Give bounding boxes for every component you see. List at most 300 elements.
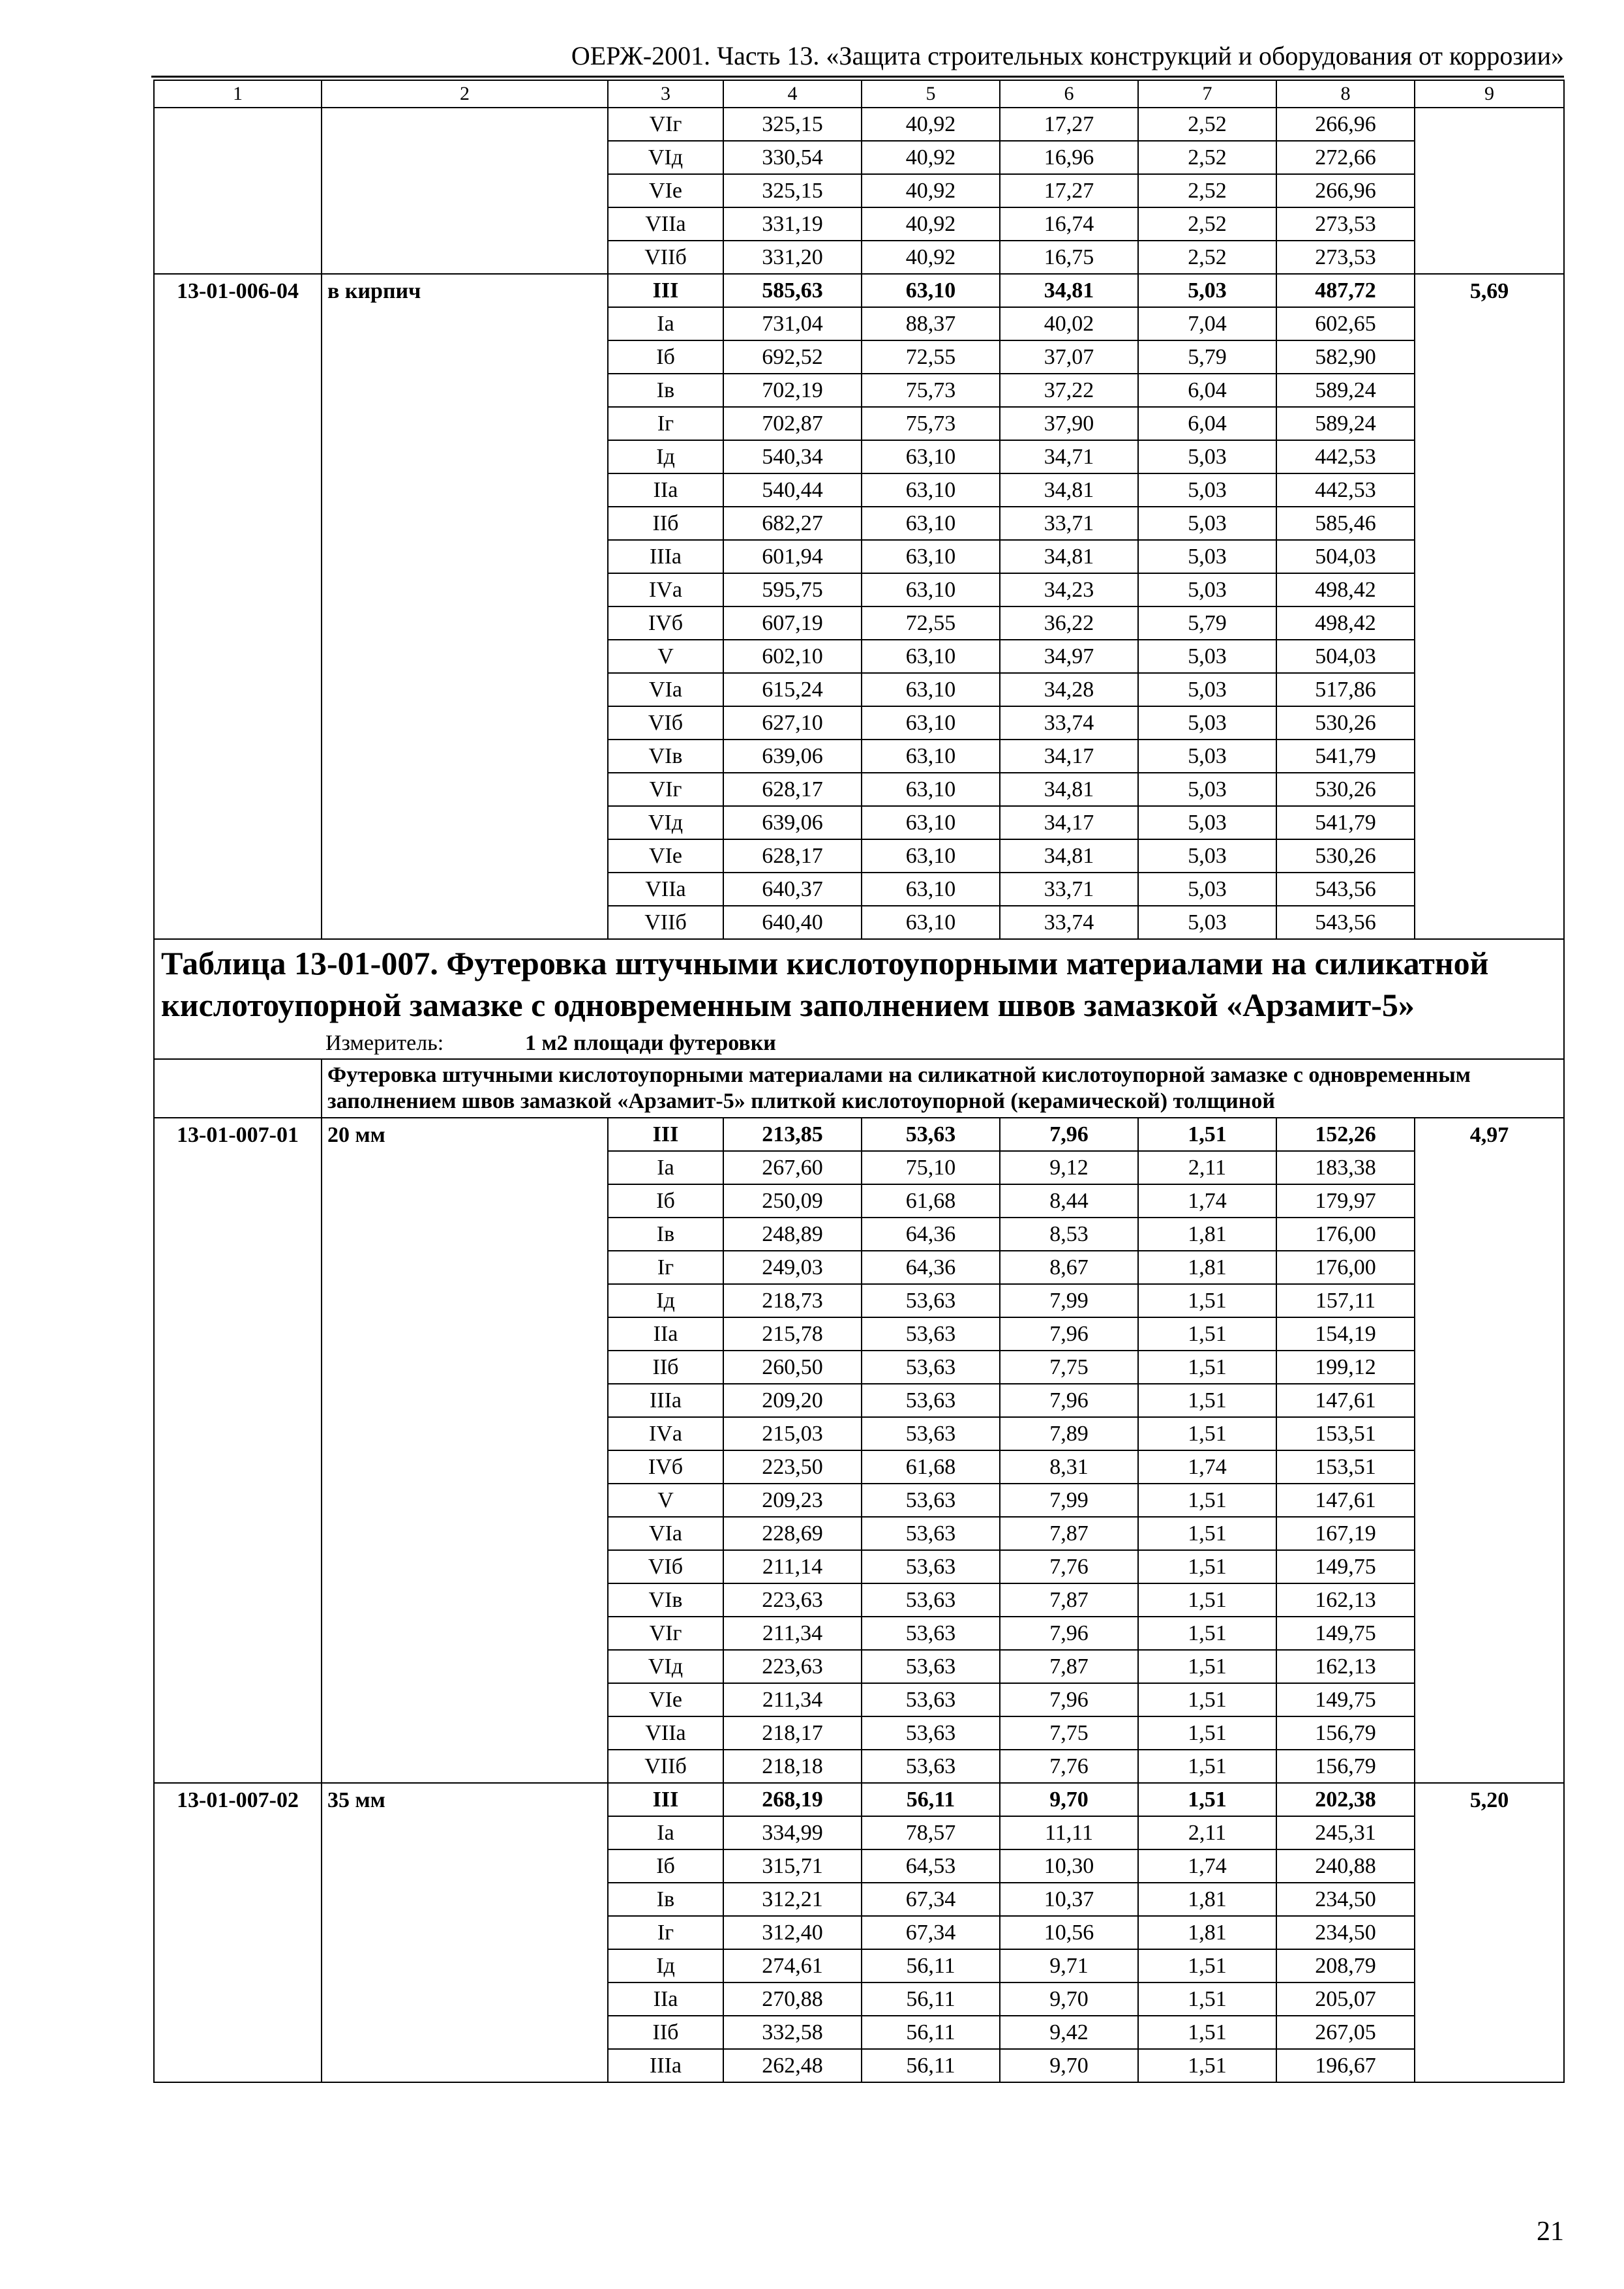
work-description: Футеровка штучными кислотоупорными материалами на силикатной кислотоупорной замазке с одновременным заполнением швов замазкой «Арзамит-5» плиткой кислотоупорной (керамической) толщиной <box>322 1059 1564 1118</box>
machines-cell: 34,23 <box>1000 573 1138 606</box>
zone-cell: VIв <box>608 1583 723 1617</box>
total-cost-cell: 218,17 <box>723 1716 862 1750</box>
zone-cell: VIг <box>608 773 723 806</box>
materials-cell: 208,79 <box>1276 1949 1415 1982</box>
machines-cell: 33,74 <box>1000 706 1138 740</box>
zone-cell: Iб <box>608 1849 723 1883</box>
wages-cell: 53,63 <box>862 1484 1000 1517</box>
machines-cell: 7,89 <box>1000 1417 1138 1450</box>
machines-cell: 16,75 <box>1000 241 1138 274</box>
machines-cell: 33,71 <box>1000 507 1138 540</box>
machinist-wages-cell: 5,03 <box>1138 706 1276 740</box>
machinist-wages-cell: 1,51 <box>1138 1517 1276 1550</box>
machinist-wages-cell: 7,04 <box>1138 307 1276 340</box>
machines-cell: 9,70 <box>1000 1982 1138 2016</box>
rate-name: в кирпич <box>322 274 608 939</box>
materials-cell: 498,42 <box>1276 573 1415 606</box>
machines-cell: 7,75 <box>1000 1716 1138 1750</box>
machines-cell: 16,96 <box>1000 141 1138 174</box>
machines-cell: 11,11 <box>1000 1816 1138 1849</box>
labor-coef: 5,69 <box>1415 274 1564 939</box>
total-cost-cell: 692,52 <box>723 340 862 374</box>
machines-cell: 34,81 <box>1000 473 1138 507</box>
materials-cell: 154,19 <box>1276 1317 1415 1351</box>
zone-cell: IIб <box>608 2016 723 2049</box>
materials-cell: 147,61 <box>1276 1384 1415 1417</box>
materials-cell: 153,51 <box>1276 1417 1415 1450</box>
zone-cell: VIд <box>608 141 723 174</box>
column-number: 1 <box>154 80 322 108</box>
machinist-wages-cell: 2,52 <box>1138 141 1276 174</box>
machines-cell: 8,31 <box>1000 1450 1138 1484</box>
wages-cell: 63,10 <box>862 573 1000 606</box>
machinist-wages-cell: 5,03 <box>1138 640 1276 673</box>
machinist-wages-cell: 1,51 <box>1138 1284 1276 1317</box>
machines-cell: 7,99 <box>1000 1284 1138 1317</box>
measure-cell <box>154 1028 1564 1059</box>
materials-cell: 176,00 <box>1276 1251 1415 1284</box>
zone-cell: Iв <box>608 374 723 407</box>
wages-cell: 75,10 <box>862 1151 1000 1184</box>
machines-cell: 37,22 <box>1000 374 1138 407</box>
machines-cell: 17,27 <box>1000 174 1138 207</box>
total-cost-cell: 331,20 <box>723 241 862 274</box>
machinist-wages-cell: 1,81 <box>1138 1251 1276 1284</box>
materials-cell: 199,12 <box>1276 1351 1415 1384</box>
total-cost-cell: 211,34 <box>723 1683 862 1716</box>
machinist-wages-cell: 1,51 <box>1138 1617 1276 1650</box>
machinist-wages-cell: 1,81 <box>1138 1218 1276 1251</box>
machinist-wages-cell: 1,81 <box>1138 1883 1276 1916</box>
rate-name: 20 мм <box>322 1118 608 1783</box>
total-cost-cell: 211,14 <box>723 1550 862 1583</box>
machinist-wages-cell: 1,74 <box>1138 1184 1276 1218</box>
zone-cell: VIе <box>608 174 723 207</box>
wages-cell: 53,63 <box>862 1617 1000 1650</box>
machines-cell: 10,56 <box>1000 1916 1138 1949</box>
machines-cell: 7,99 <box>1000 1484 1138 1517</box>
total-cost-cell: 331,19 <box>723 207 862 241</box>
total-cost-cell: 628,17 <box>723 773 862 806</box>
measure-value: 1 м2 площади футеровки <box>525 1031 776 1055</box>
rate-name <box>322 108 608 274</box>
machinist-wages-cell: 1,51 <box>1138 1683 1276 1716</box>
zone-cell: VIIб <box>608 906 723 939</box>
machinist-wages-cell: 5,79 <box>1138 340 1276 374</box>
materials-cell: 504,03 <box>1276 540 1415 573</box>
zone-cell: Iа <box>608 307 723 340</box>
total-cost-cell: 228,69 <box>723 1517 862 1550</box>
wages-cell: 63,10 <box>862 873 1000 906</box>
materials-cell: 156,79 <box>1276 1716 1415 1750</box>
materials-cell: 162,13 <box>1276 1650 1415 1683</box>
labor-coef <box>1415 108 1564 274</box>
zone-cell: Iг <box>608 1916 723 1949</box>
total-cost-cell: 267,60 <box>723 1151 862 1184</box>
zone-cell: VIIа <box>608 1716 723 1750</box>
total-cost-cell: 639,06 <box>723 740 862 773</box>
wages-cell: 67,34 <box>862 1883 1000 1916</box>
zone-cell: Iб <box>608 340 723 374</box>
zone-cell: Iг <box>608 407 723 440</box>
zone-cell: IIб <box>608 1351 723 1384</box>
wages-cell: 88,37 <box>862 307 1000 340</box>
table-row <box>154 1783 1564 1816</box>
machines-cell: 9,71 <box>1000 1949 1138 1982</box>
total-cost-cell: 731,04 <box>723 307 862 340</box>
materials-cell: 205,07 <box>1276 1982 1415 2016</box>
total-cost-cell: 218,18 <box>723 1750 862 1783</box>
rate-code: 13-01-007-02 <box>154 1783 322 2082</box>
materials-cell: 517,86 <box>1276 673 1415 706</box>
materials-cell: 176,00 <box>1276 1218 1415 1251</box>
wages-cell: 63,10 <box>862 839 1000 873</box>
machinist-wages-cell: 5,03 <box>1138 906 1276 939</box>
wages-cell: 63,10 <box>862 440 1000 473</box>
zone-cell: V <box>608 640 723 673</box>
column-number: 5 <box>862 80 1000 108</box>
materials-cell: 589,24 <box>1276 374 1415 407</box>
wages-cell: 64,36 <box>862 1218 1000 1251</box>
materials-cell: 179,97 <box>1276 1184 1415 1218</box>
materials-cell: 530,26 <box>1276 706 1415 740</box>
materials-cell: 266,96 <box>1276 174 1415 207</box>
wages-cell: 53,63 <box>862 1384 1000 1417</box>
zone-cell: VIе <box>608 839 723 873</box>
total-cost-cell: 595,75 <box>723 573 862 606</box>
wages-cell: 53,63 <box>862 1550 1000 1583</box>
machines-cell: 8,67 <box>1000 1251 1138 1284</box>
wages-cell: 63,10 <box>862 473 1000 507</box>
machines-cell: 7,75 <box>1000 1351 1138 1384</box>
rates-table <box>153 80 1565 2083</box>
machinist-wages-cell: 1,51 <box>1138 1550 1276 1583</box>
wages-cell: 61,68 <box>862 1184 1000 1218</box>
table-row <box>154 1118 1564 1151</box>
zone-cell: VIIа <box>608 873 723 906</box>
total-cost-cell: 702,19 <box>723 374 862 407</box>
materials-cell: 162,13 <box>1276 1583 1415 1617</box>
wages-cell: 53,63 <box>862 1716 1000 1750</box>
zone-cell: III <box>608 274 723 307</box>
zone-cell: Iа <box>608 1151 723 1184</box>
machinist-wages-cell: 1,51 <box>1138 1750 1276 1783</box>
rate-code: 13-01-006-04 <box>154 274 322 939</box>
machines-cell: 34,81 <box>1000 274 1138 307</box>
machines-cell: 7,76 <box>1000 1750 1138 1783</box>
machinist-wages-cell: 2,52 <box>1138 174 1276 207</box>
wages-cell: 72,55 <box>862 606 1000 640</box>
materials-cell: 156,79 <box>1276 1750 1415 1783</box>
machinist-wages-cell: 1,51 <box>1138 1783 1276 1816</box>
measure-label: Измеритель: <box>325 1031 444 1055</box>
machines-cell: 34,17 <box>1000 740 1138 773</box>
machinist-wages-cell: 2,11 <box>1138 1816 1276 1849</box>
zone-cell: VIд <box>608 806 723 839</box>
materials-cell: 149,75 <box>1276 1683 1415 1716</box>
machinist-wages-cell: 1,74 <box>1138 1849 1276 1883</box>
machines-cell: 8,53 <box>1000 1218 1138 1251</box>
zone-cell: IIIа <box>608 1384 723 1417</box>
wages-cell: 53,63 <box>862 1284 1000 1317</box>
zone-cell: IVа <box>608 573 723 606</box>
zone-cell: IIа <box>608 473 723 507</box>
total-cost-cell: 215,78 <box>723 1317 862 1351</box>
total-cost-cell: 312,21 <box>723 1883 862 1916</box>
measure-row <box>154 1028 1564 1059</box>
total-cost-cell: 627,10 <box>723 706 862 740</box>
machinist-wages-cell: 1,51 <box>1138 1949 1276 1982</box>
machines-cell: 10,37 <box>1000 1883 1138 1916</box>
table-title-row <box>154 939 1564 1028</box>
materials-cell: 498,42 <box>1276 606 1415 640</box>
machinist-wages-cell: 1,51 <box>1138 1982 1276 2016</box>
machinist-wages-cell: 1,51 <box>1138 1417 1276 1450</box>
zone-cell: Iа <box>608 1816 723 1849</box>
machines-cell: 9,42 <box>1000 2016 1138 2049</box>
total-cost-cell: 223,63 <box>723 1583 862 1617</box>
total-cost-cell: 211,34 <box>723 1617 862 1650</box>
wages-cell: 78,57 <box>862 1816 1000 1849</box>
machines-cell: 37,90 <box>1000 407 1138 440</box>
machines-cell: 7,76 <box>1000 1550 1138 1583</box>
machinist-wages-cell: 1,51 <box>1138 1716 1276 1750</box>
machines-cell: 34,28 <box>1000 673 1138 706</box>
total-cost-cell: 215,03 <box>723 1417 862 1450</box>
wages-cell: 63,10 <box>862 640 1000 673</box>
zone-cell: VIIб <box>608 1750 723 1783</box>
materials-cell: 541,79 <box>1276 806 1415 839</box>
total-cost-cell: 332,58 <box>723 2016 862 2049</box>
total-cost-cell: 640,37 <box>723 873 862 906</box>
materials-cell: 442,53 <box>1276 473 1415 507</box>
materials-cell: 240,88 <box>1276 1849 1415 1883</box>
materials-cell: 589,24 <box>1276 407 1415 440</box>
machinist-wages-cell: 1,51 <box>1138 1650 1276 1683</box>
wages-cell: 56,11 <box>862 1949 1000 1982</box>
zone-cell: VIг <box>608 1617 723 1650</box>
zone-cell: VIа <box>608 673 723 706</box>
machinist-wages-cell: 2,11 <box>1138 1151 1276 1184</box>
machinist-wages-cell: 1,51 <box>1138 1351 1276 1384</box>
machines-cell: 7,87 <box>1000 1517 1138 1550</box>
materials-cell: 234,50 <box>1276 1916 1415 1949</box>
total-cost-cell: 315,71 <box>723 1849 862 1883</box>
machinist-wages-cell: 2,52 <box>1138 241 1276 274</box>
zone-cell: VIг <box>608 108 723 141</box>
wages-cell: 61,68 <box>862 1450 1000 1484</box>
wages-cell: 53,63 <box>862 1750 1000 1783</box>
wages-cell: 53,63 <box>862 1317 1000 1351</box>
machines-cell: 7,96 <box>1000 1384 1138 1417</box>
materials-cell: 147,61 <box>1276 1484 1415 1517</box>
machines-cell: 16,74 <box>1000 207 1138 241</box>
machinist-wages-cell: 5,03 <box>1138 773 1276 806</box>
wages-cell: 64,36 <box>862 1251 1000 1284</box>
zone-cell: IVб <box>608 606 723 640</box>
wages-cell: 40,92 <box>862 108 1000 141</box>
total-cost-cell: 540,44 <box>723 473 862 507</box>
zone-cell: IIа <box>608 1982 723 2016</box>
machinist-wages-cell: 2,52 <box>1138 108 1276 141</box>
machines-cell: 7,87 <box>1000 1650 1138 1683</box>
materials-cell: 273,53 <box>1276 207 1415 241</box>
machinist-wages-cell: 5,03 <box>1138 473 1276 507</box>
zone-cell: Iд <box>608 1949 723 1982</box>
materials-cell: 442,53 <box>1276 440 1415 473</box>
materials-cell: 530,26 <box>1276 773 1415 806</box>
zone-cell: Iд <box>608 440 723 473</box>
wages-cell: 63,10 <box>862 540 1000 573</box>
machinist-wages-cell: 1,51 <box>1138 1484 1276 1517</box>
wages-cell: 56,11 <box>862 1982 1000 2016</box>
machinist-wages-cell: 1,51 <box>1138 1583 1276 1617</box>
machinist-wages-cell: 1,51 <box>1138 2049 1276 2082</box>
zone-cell: IVа <box>608 1417 723 1450</box>
machinist-wages-cell: 5,03 <box>1138 806 1276 839</box>
wages-cell: 63,10 <box>862 906 1000 939</box>
column-number: 7 <box>1138 80 1276 108</box>
page-header: ОЕРЖ-2001. Часть 13. «Защита строительных конструкций и оборудования от коррозии» <box>571 41 1564 70</box>
machines-cell: 7,96 <box>1000 1118 1138 1151</box>
column-number: 6 <box>1000 80 1138 108</box>
machinist-wages-cell: 1,51 <box>1138 1118 1276 1151</box>
total-cost-cell: 213,85 <box>723 1118 862 1151</box>
materials-cell: 266,96 <box>1276 108 1415 141</box>
zone-cell: Iв <box>608 1883 723 1916</box>
wages-cell: 63,10 <box>862 274 1000 307</box>
wages-cell: 40,92 <box>862 174 1000 207</box>
machinist-wages-cell: 1,51 <box>1138 2016 1276 2049</box>
machinist-wages-cell: 5,79 <box>1138 606 1276 640</box>
materials-cell: 167,19 <box>1276 1517 1415 1550</box>
machinist-wages-cell: 1,51 <box>1138 1384 1276 1417</box>
total-cost-cell: 601,94 <box>723 540 862 573</box>
materials-cell: 157,11 <box>1276 1284 1415 1317</box>
total-cost-cell: 223,50 <box>723 1450 862 1484</box>
materials-cell: 149,75 <box>1276 1617 1415 1650</box>
zone-cell: Iг <box>608 1251 723 1284</box>
description-row <box>154 1059 1564 1118</box>
wages-cell: 63,10 <box>862 773 1000 806</box>
machinist-wages-cell: 5,03 <box>1138 507 1276 540</box>
wages-cell: 72,55 <box>862 340 1000 374</box>
total-cost-cell: 223,63 <box>723 1650 862 1683</box>
zone-cell: IIб <box>608 507 723 540</box>
rate-code <box>154 108 322 274</box>
zone-cell: VIб <box>608 1550 723 1583</box>
total-cost-cell: 274,61 <box>723 1949 862 1982</box>
total-cost-cell: 640,40 <box>723 906 862 939</box>
column-number: 4 <box>723 80 862 108</box>
column-number: 3 <box>608 80 723 108</box>
total-cost-cell: 540,34 <box>723 440 862 473</box>
machinist-wages-cell: 1,74 <box>1138 1450 1276 1484</box>
zone-cell: Iб <box>608 1184 723 1218</box>
wages-cell: 40,92 <box>862 207 1000 241</box>
wages-cell: 56,11 <box>862 2016 1000 2049</box>
total-cost-cell: 262,48 <box>723 2049 862 2082</box>
machinist-wages-cell: 5,03 <box>1138 540 1276 573</box>
machinist-wages-cell: 1,81 <box>1138 1916 1276 1949</box>
total-cost-cell: 628,17 <box>723 839 862 873</box>
wages-cell: 64,53 <box>862 1849 1000 1883</box>
machines-cell: 10,30 <box>1000 1849 1138 1883</box>
zone-cell: III <box>608 1118 723 1151</box>
labor-coef: 5,20 <box>1415 1783 1564 2082</box>
machines-cell: 34,97 <box>1000 640 1138 673</box>
wages-cell: 63,10 <box>862 806 1000 839</box>
total-cost-cell: 602,10 <box>723 640 862 673</box>
total-cost-cell: 270,88 <box>723 1982 862 2016</box>
total-cost-cell: 250,09 <box>723 1184 862 1218</box>
materials-cell: 582,90 <box>1276 340 1415 374</box>
wages-cell: 63,10 <box>862 706 1000 740</box>
wages-cell: 40,92 <box>862 241 1000 274</box>
column-number: 9 <box>1415 80 1564 108</box>
total-cost-cell: 209,20 <box>723 1384 862 1417</box>
materials-cell: 487,72 <box>1276 274 1415 307</box>
machines-cell: 9,70 <box>1000 1783 1138 1816</box>
materials-cell: 153,51 <box>1276 1450 1415 1484</box>
zone-cell: IIIа <box>608 2049 723 2082</box>
zone-cell: V <box>608 1484 723 1517</box>
table-title: Таблица 13-01-007. Футеровка штучными кислотоупорными материалами на силикатной кислотоупорной замазке с одновременным заполнением швов замазкой «Арзамит-5» <box>154 939 1564 1028</box>
total-cost-cell: 209,23 <box>723 1484 862 1517</box>
zone-cell: VIб <box>608 706 723 740</box>
zone-cell: VIа <box>608 1517 723 1550</box>
total-cost-cell: 268,19 <box>723 1783 862 1816</box>
machines-cell: 9,70 <box>1000 2049 1138 2082</box>
materials-cell: 234,50 <box>1276 1883 1415 1916</box>
total-cost-cell: 334,99 <box>723 1816 862 1849</box>
machines-cell: 7,96 <box>1000 1617 1138 1650</box>
wages-cell: 63,10 <box>862 740 1000 773</box>
materials-cell: 530,26 <box>1276 839 1415 873</box>
materials-cell: 543,56 <box>1276 873 1415 906</box>
total-cost-cell: 260,50 <box>723 1351 862 1384</box>
wages-cell: 63,10 <box>862 507 1000 540</box>
materials-cell: 272,66 <box>1276 141 1415 174</box>
machines-cell: 17,27 <box>1000 108 1138 141</box>
rate-code: 13-01-007-01 <box>154 1118 322 1783</box>
machines-cell: 37,07 <box>1000 340 1138 374</box>
machines-cell: 33,74 <box>1000 906 1138 939</box>
machinist-wages-cell: 5,03 <box>1138 440 1276 473</box>
zone-cell: Iд <box>608 1284 723 1317</box>
labor-coef: 4,97 <box>1415 1118 1564 1783</box>
total-cost-cell: 615,24 <box>723 673 862 706</box>
machines-cell: 34,81 <box>1000 773 1138 806</box>
total-cost-cell: 325,15 <box>723 174 862 207</box>
machinist-wages-cell: 6,04 <box>1138 407 1276 440</box>
wages-cell: 56,11 <box>862 1783 1000 1816</box>
machines-cell: 9,12 <box>1000 1151 1138 1184</box>
machines-cell: 33,71 <box>1000 873 1138 906</box>
wages-cell: 67,34 <box>862 1916 1000 1949</box>
machinist-wages-cell: 2,52 <box>1138 207 1276 241</box>
wages-cell: 75,73 <box>862 407 1000 440</box>
header-rule <box>151 76 1564 78</box>
column-number: 8 <box>1276 80 1415 108</box>
materials-cell: 267,05 <box>1276 2016 1415 2049</box>
materials-cell: 273,53 <box>1276 241 1415 274</box>
wages-cell: 53,63 <box>862 1417 1000 1450</box>
zone-cell: VIв <box>608 740 723 773</box>
wages-cell: 53,63 <box>862 1683 1000 1716</box>
column-numbers-row <box>154 80 1564 108</box>
zone-cell: VIIб <box>608 241 723 274</box>
